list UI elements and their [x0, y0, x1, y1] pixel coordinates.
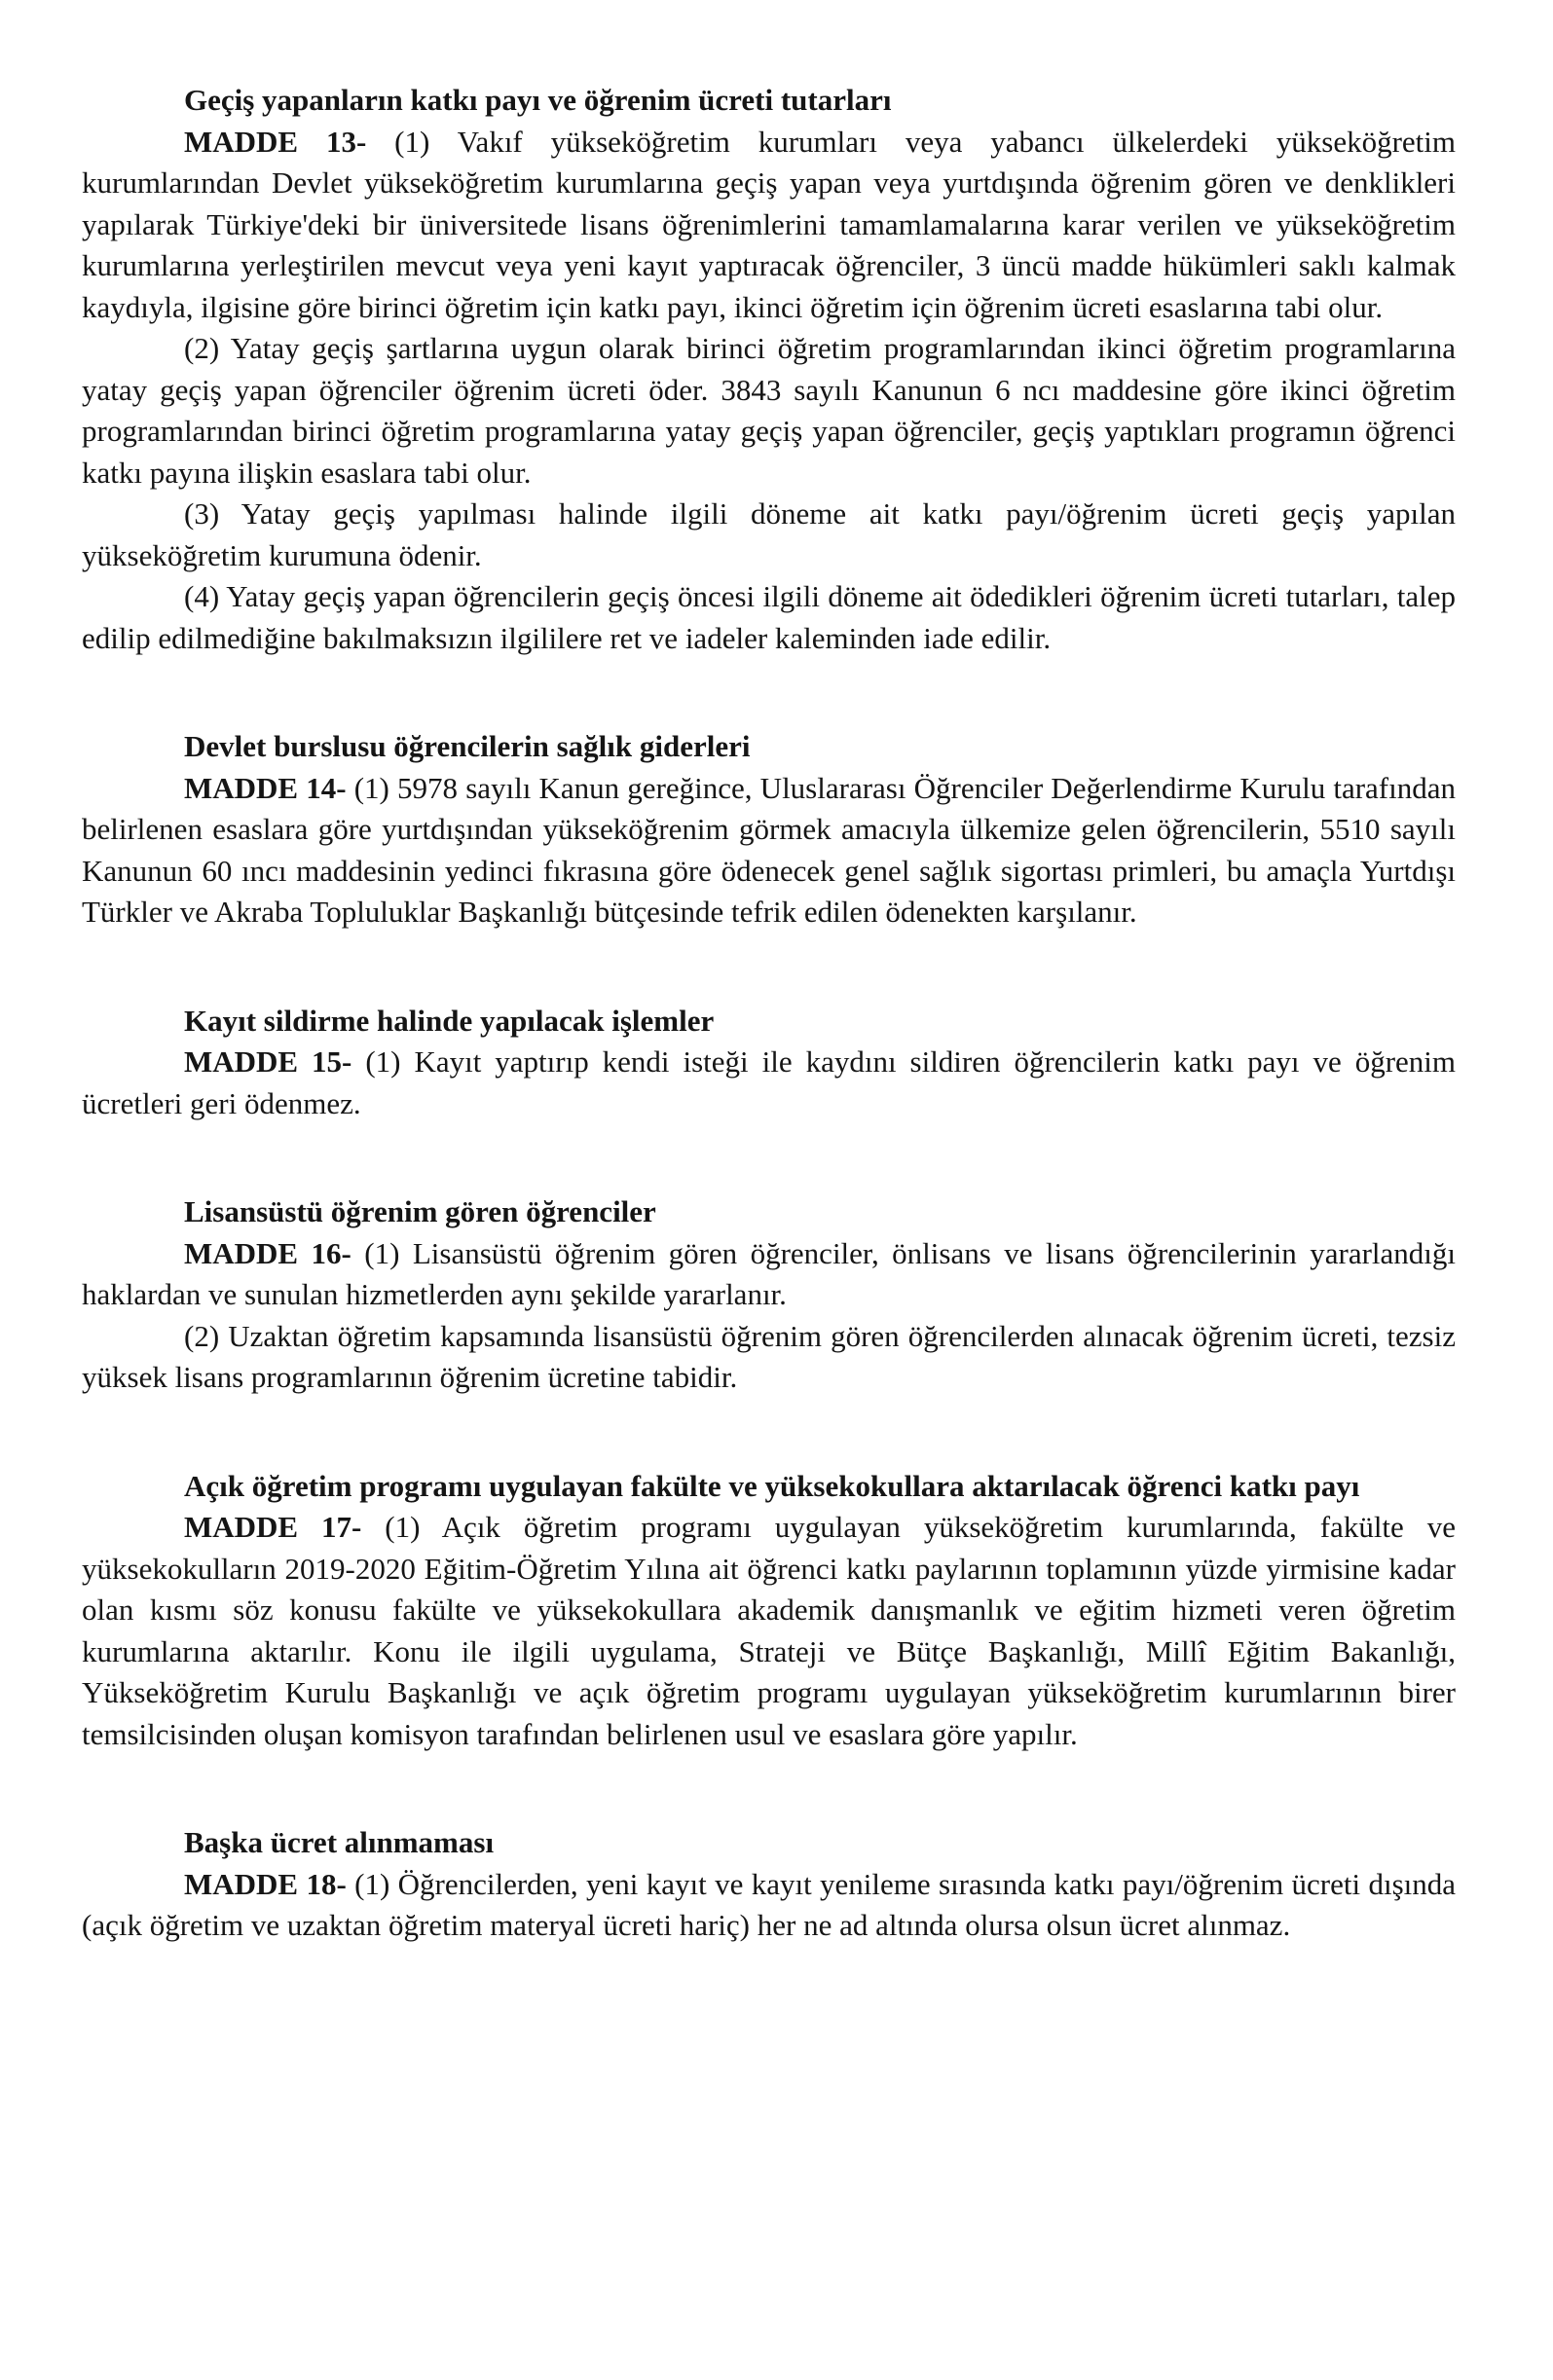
paragraph	[82, 494, 1456, 576]
section-heading: Başka ücret alınmaması	[184, 1825, 495, 1859]
paragraph	[82, 328, 1456, 494]
paragraph	[82, 1042, 1456, 1124]
section-madde-15	[82, 1001, 1456, 1125]
section-madde-14	[82, 726, 1456, 934]
paragraph-text: (2) Uzaktan öğretim kapsamında lisansüstü öğrenim gören öğrencilerden alınacak öğrenim ücreti, tezsiz yüksek lisans programlarının öğrenim ücretine tabidir.	[82, 1318, 1456, 1394]
paragraph	[82, 122, 1456, 329]
paragraph-text: (2) Yatay geçiş şartlarına uygun olarak birinci öğretim programlarından ikinci öğretim programlarına yatay geçiş yapan öğrenciler öğrenim ücreti öder. 3843 sayılı Kanunun 6 ncı maddesine göre ikinci öğretim programlarından birinci öğretim programlarına yatay geçiş yapan öğrenciler, geçiş yaptıkları programın öğrenci katkı payına ilişkin esaslara tabi olur.	[82, 331, 1456, 490]
paragraph-text: (4) Yatay geçiş yapan öğrencilerin geçiş öncesi ilgili döneme ait ödedikleri öğrenim ücreti tutarları, talep edilip edilmediğine bakılmaksızın ilgililere ret ve iadeler kaleminden iade edilir.	[82, 579, 1456, 655]
paragraph-text: (1) Kayıt yaptırıp kendi isteği ile kaydını sildiren öğrencilerin katkı payı ve öğrenim ücretleri geri ödenmez.	[82, 1044, 1456, 1120]
section-heading: Lisansüstü öğrenim gören öğrenciler	[184, 1194, 656, 1228]
article-number: MADDE 14-	[184, 770, 347, 805]
section-madde-13	[82, 80, 1456, 659]
article-number: MADDE 18-	[184, 1866, 347, 1901]
article-number: MADDE 16-	[184, 1235, 351, 1270]
paragraph-text: (1) Vakıf yükseköğretim kurumları veya yabancı ülkelerdeki yükseköğretim kurumlarından Devlet yükseköğretim kurumlarına geçiş yapan veya yurtdışında öğrenim gören ve denklikleri yapılarak Türkiye'deki bir üniversitede lisans öğrenimlerini tamamlamalarına karar verilen ve yükseköğretim kurumlarına yerleştirilen mevcut veya yeni kayıt yaptıracak öğrenciler, 3 üncü madde hükümleri saklı kalmak kaydıyla, ilgisine göre birinci öğretim için katkı payı, ikinci öğretim için öğrenim ücreti esaslarına tabi olur.	[82, 124, 1456, 324]
paragraph-text: (1) Lisansüstü öğrenim gören öğrenciler, önlisans ve lisans öğrencilerinin yararlandığı haklardan ve sunulan hizmetlerden aynı şekilde yararlanır.	[82, 1235, 1456, 1311]
paragraph	[82, 1864, 1456, 1947]
article-number: MADDE 15-	[184, 1044, 352, 1079]
section-heading: Geçiş yapanların katkı payı ve öğrenim ücreti tutarları	[184, 83, 892, 117]
section-heading: Devlet burslusu öğrencilerin sağlık giderleri	[184, 729, 751, 763]
section-heading: Açık öğretim programı uygulayan fakülte ve yüksekokullara aktarılacak öğrenci katkı payı	[184, 1468, 1360, 1503]
article-number: MADDE 13-	[184, 124, 367, 159]
article-number: MADDE 17-	[184, 1510, 362, 1544]
section-madde-18	[82, 1822, 1456, 1947]
paragraph	[82, 576, 1456, 659]
paragraph-text: (1) 5978 sayılı Kanun gereğince, Uluslararası Öğrenciler Değerlendirme Kurulu tarafından belirlenen esaslara göre yurtdışından yükseköğrenim görmek amacıyla ülkemize gelen öğrencilerin, 5510 sayılı Kanunun 60 ıncı maddesinin yedinci fıkrasına göre ödenecek genel sağlık sigortası primleri, bu amaçla Yurtdışı Türkler ve Akraba Topluluklar Başkanlığı bütçesinde tefrik edilen ödenekten karşılanır.	[82, 770, 1457, 929]
section-madde-16	[82, 1191, 1456, 1399]
section-heading: Kayıt sildirme halinde yapılacak işlemler	[184, 1003, 715, 1038]
paragraph-text: (1) Öğrencilerden, yeni kayıt ve kayıt yenileme sırasında katkı payı/öğrenim ücreti dışında (açık öğretim ve uzaktan öğretim materyal ücreti hariç) her ne ad altında olursa olsun ücret alınmaz.	[82, 1866, 1457, 1942]
paragraph-text: (3) Yatay geçiş yapılması halinde ilgili döneme ait katkı payı/öğrenim ücreti geçiş yapılan yükseköğretim kurumuna ödenir.	[82, 496, 1456, 572]
paragraph	[82, 1507, 1456, 1755]
section-madde-17	[82, 1466, 1456, 1756]
paragraph	[82, 1316, 1456, 1399]
paragraph-text: (1) Açık öğretim programı uygulayan yükseköğretim kurumlarında, fakülte ve yüksekokulların 2019-2020 Eğitim-Öğretim Yılına ait öğrenci katkı paylarının toplamının yüzde yirmisine kadar olan kısmı söz konusu fakülte ve yüksekokullara akademik danışmanlık ve eğitim hizmeti veren öğretim kurumlarına aktarılır. Konu ile ilgili uygulama, Strateji ve Bütçe Başkanlığı, Millî Eğitim Bakanlığı, Yükseköğretim Kurulu Başkanlığı ve açık öğretim programı uygulayan yükseköğretim kurumlarının birer temsilcisinden oluşan komisyon tarafından belirlenen usul ve esaslara göre yapılır.	[82, 1510, 1456, 1751]
paragraph	[82, 768, 1456, 934]
paragraph	[82, 1233, 1456, 1316]
